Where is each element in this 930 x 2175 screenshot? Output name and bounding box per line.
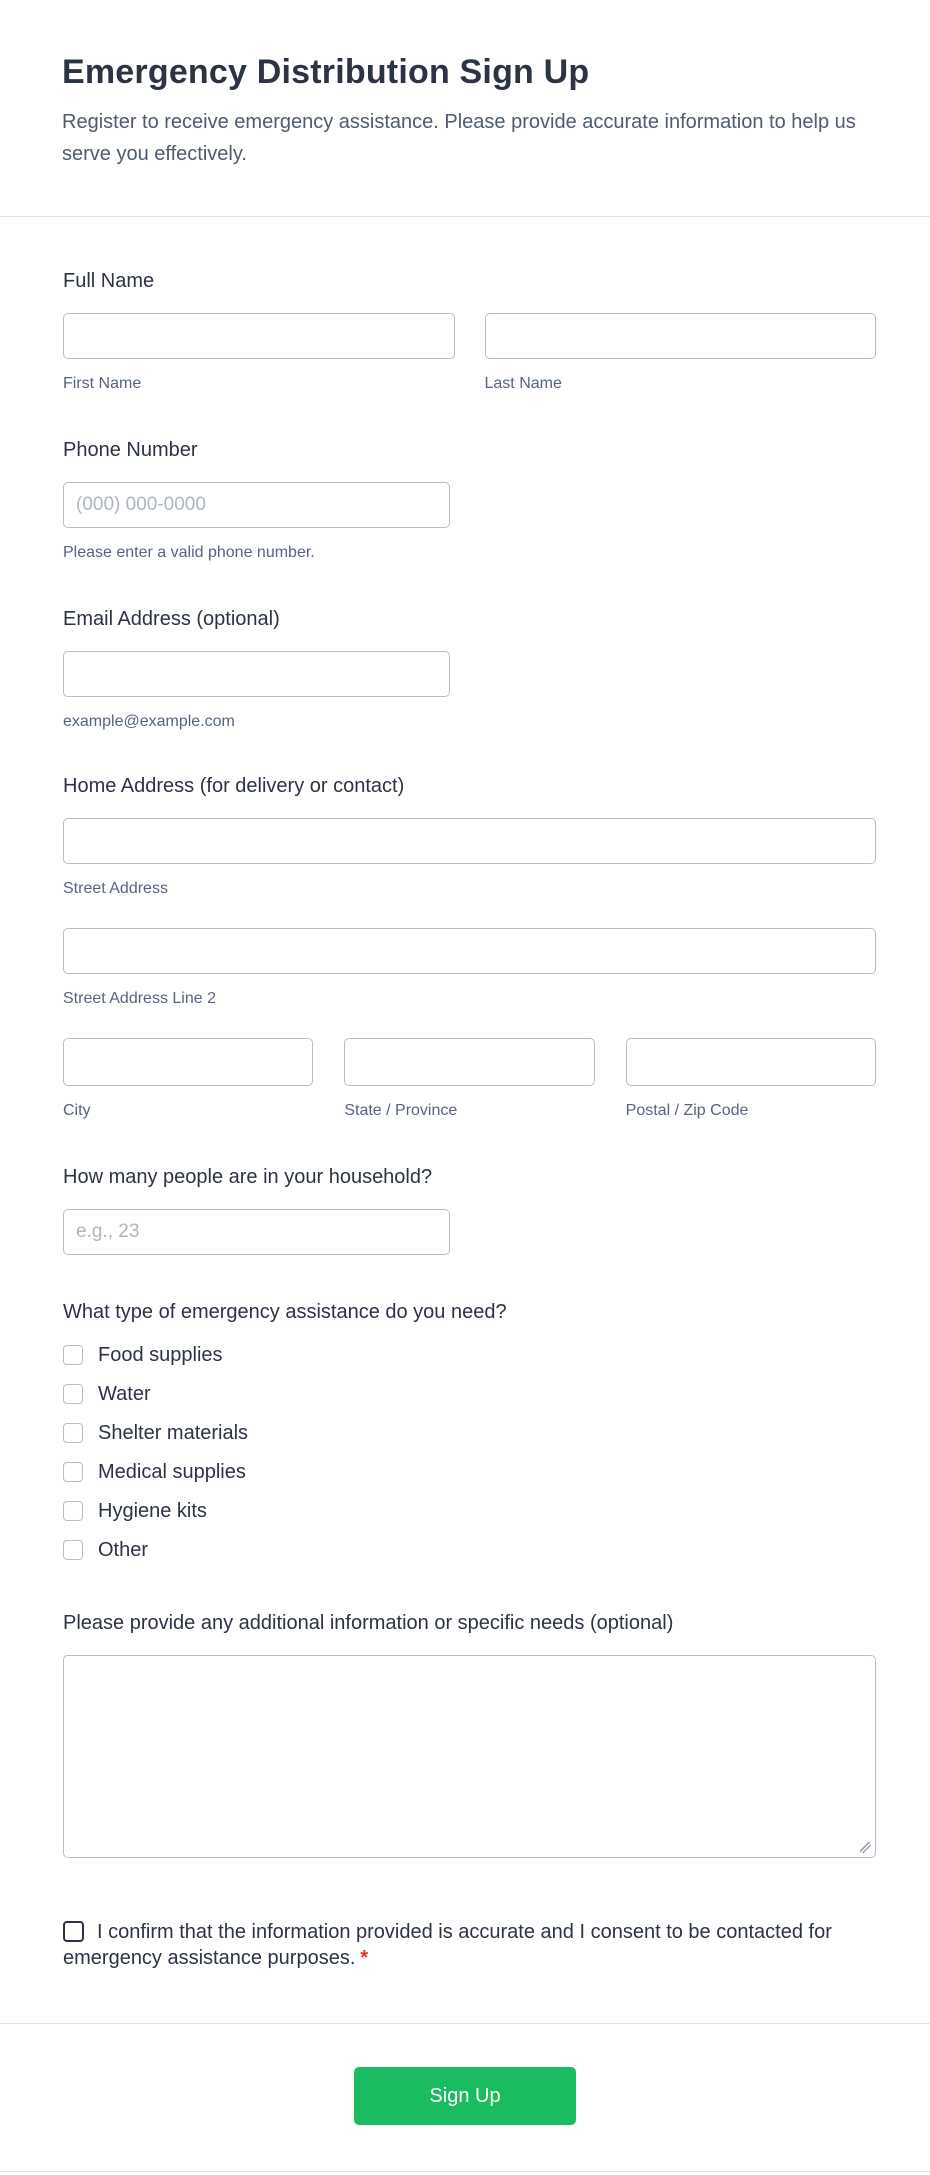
state-sublabel: State / Province	[344, 1102, 458, 1119]
assistance-options	[63, 1341, 876, 1564]
city-sublabel: City	[63, 1102, 91, 1119]
household-input[interactable]	[63, 1209, 450, 1255]
phone-sublabel: Please enter a valid phone number.	[63, 544, 315, 561]
option-checkbox[interactable]	[63, 1384, 83, 1404]
field-full-name	[63, 271, 876, 393]
postal-sublabel: Postal / Zip Code	[625, 1102, 749, 1119]
last-name-input[interactable]	[485, 313, 877, 359]
additional-label: Please provide any additional information or specific needs (optional)	[63, 1612, 674, 1634]
state-input[interactable]	[344, 1038, 594, 1086]
field-email	[63, 609, 876, 731]
field-address	[63, 776, 876, 1120]
email-label: Email Address (optional)	[63, 608, 280, 630]
page-title: Emergency Distribution Sign Up	[62, 53, 590, 91]
option-checkbox[interactable]	[63, 1345, 83, 1365]
option-label: Medical supplies	[98, 1460, 246, 1483]
option-label: Food supplies	[98, 1343, 223, 1366]
consent-checkbox[interactable]	[63, 1921, 84, 1942]
option-checkbox[interactable]	[63, 1423, 83, 1443]
street-address-line2-input[interactable]	[63, 928, 876, 974]
textarea-resize-grip[interactable]	[860, 1842, 871, 1853]
checkbox-option-row	[63, 1458, 876, 1486]
assistance-label: What type of emergency assistance do you need?	[63, 1301, 507, 1323]
option-label: Shelter materials	[98, 1421, 249, 1444]
option-label: Other	[98, 1538, 149, 1561]
field-additional	[63, 1613, 876, 1858]
address-label: Home Address (for delivery or contact)	[63, 775, 405, 797]
checkbox-option-row	[63, 1536, 876, 1564]
street-address-line2-sublabel: Street Address Line 2	[63, 990, 216, 1007]
additional-textarea[interactable]	[63, 1655, 876, 1858]
phone-input[interactable]	[63, 482, 450, 528]
field-household	[63, 1167, 876, 1255]
checkbox-option-row	[63, 1497, 876, 1525]
required-asterisk: *	[360, 1947, 369, 1969]
field-assistance	[63, 1302, 876, 1564]
form-header	[0, 0, 930, 216]
checkbox-option-row	[63, 1419, 876, 1447]
option-checkbox[interactable]	[63, 1540, 83, 1560]
full-name-label: Full Name	[63, 270, 155, 292]
consent-text	[63, 1919, 843, 1971]
checkbox-option-row	[63, 1380, 876, 1408]
checkbox-option-row	[63, 1341, 876, 1369]
sign-up-button[interactable]: Sign Up	[354, 2067, 576, 2125]
consent-statement: I confirm that the information provided is accurate and I consent to be contacted for emergency assistance purposes.	[63, 1921, 832, 1969]
street-address-input[interactable]	[63, 818, 876, 864]
submit-bar	[0, 2024, 930, 2171]
last-name-sublabel: Last Name	[484, 375, 562, 392]
email-input[interactable]	[63, 651, 450, 697]
option-checkbox[interactable]	[63, 1462, 83, 1482]
first-name-sublabel: First Name	[63, 375, 142, 392]
street-address-sublabel: Street Address	[63, 880, 168, 897]
option-checkbox[interactable]	[63, 1501, 83, 1521]
email-sublabel: example@example.com	[63, 713, 235, 730]
page-subtitle: Register to receive emergency assistance. Please provide accurate information to help us serve you effectively.	[62, 111, 856, 165]
form-body	[0, 217, 930, 1971]
field-consent	[63, 1919, 876, 1971]
city-input[interactable]	[63, 1038, 313, 1086]
first-name-input[interactable]	[63, 313, 455, 359]
field-phone	[63, 440, 876, 562]
option-label: Water	[98, 1382, 151, 1405]
option-label: Hygiene kits	[98, 1499, 207, 1522]
phone-label: Phone Number	[63, 439, 198, 461]
postal-input[interactable]	[626, 1038, 876, 1086]
household-label: How many people are in your household?	[63, 1166, 433, 1188]
